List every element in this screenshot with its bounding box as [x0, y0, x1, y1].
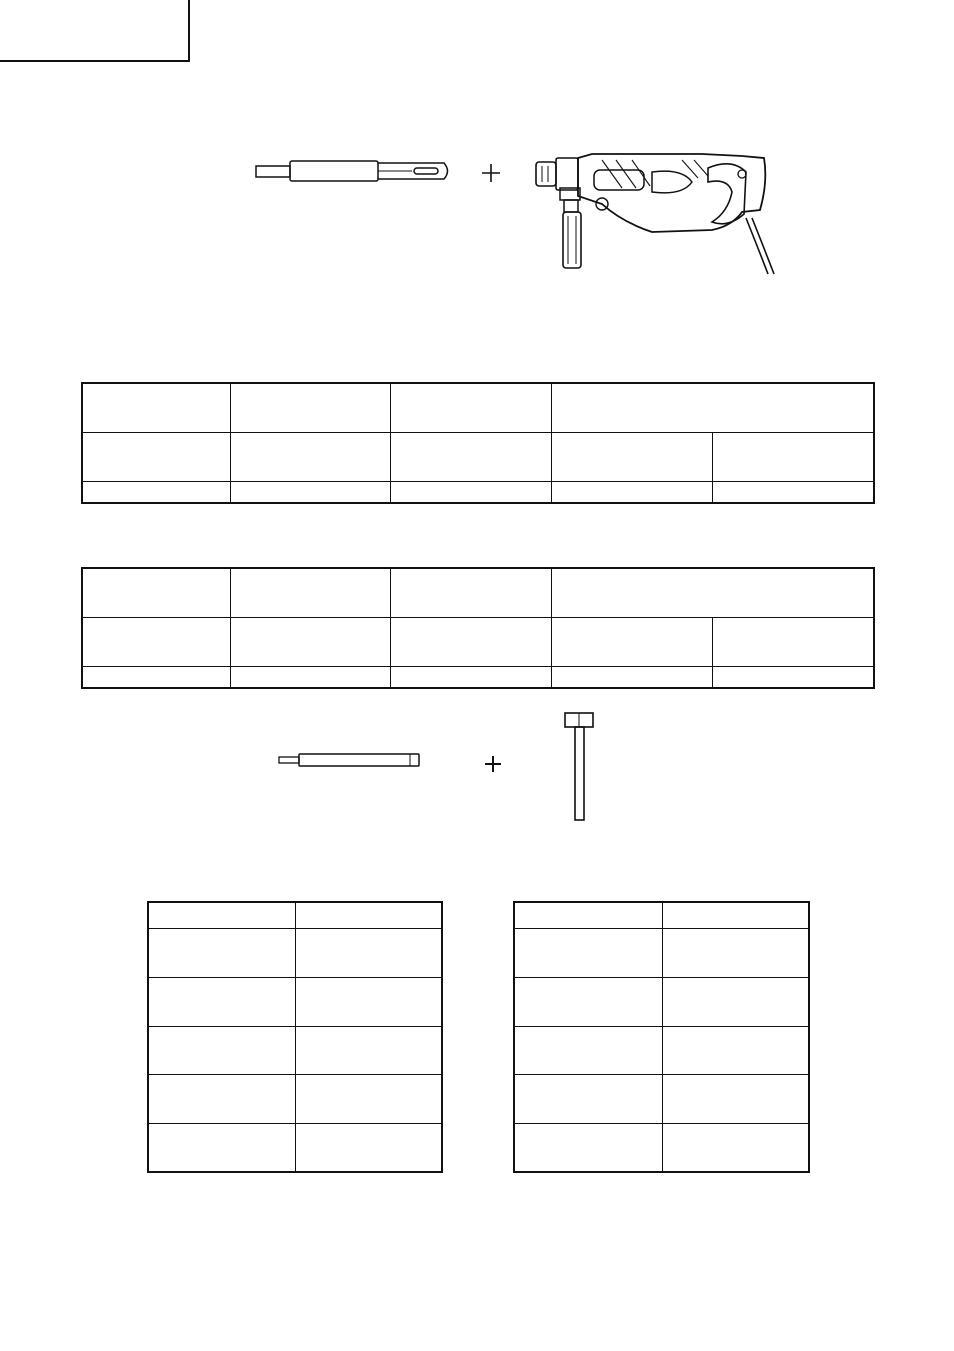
page-corner-tab — [0, 0, 190, 62]
grid-table-left — [147, 901, 443, 1173]
table-cell — [390, 666, 551, 688]
table-cell — [295, 1026, 442, 1074]
table-cell — [230, 481, 390, 503]
table-cell — [712, 617, 874, 666]
table-cell — [82, 568, 230, 617]
table-cell — [514, 928, 662, 977]
table-cell — [514, 1026, 662, 1074]
table-cell — [295, 977, 442, 1026]
table-cell — [662, 1074, 809, 1123]
table-cell — [662, 1123, 809, 1172]
table-cell — [514, 977, 662, 1026]
table-cell — [295, 1123, 442, 1172]
table-cell — [82, 666, 230, 688]
table-cell — [230, 568, 390, 617]
table-cell — [148, 1026, 295, 1074]
table-cell — [514, 902, 662, 928]
table-cell — [390, 481, 551, 503]
table-cell — [551, 432, 712, 481]
table-cell — [390, 568, 551, 617]
drill-bit-with-adapter-icon — [254, 158, 454, 186]
table-cell — [551, 568, 874, 617]
table-cell — [712, 481, 874, 503]
table-cell — [514, 1123, 662, 1172]
grid-table-right — [513, 901, 810, 1173]
spec-table-2 — [81, 567, 875, 689]
table-cell — [82, 432, 230, 481]
table-cell — [295, 928, 442, 977]
table-cell — [295, 902, 442, 928]
table-cell — [390, 383, 551, 432]
table-cell — [712, 432, 874, 481]
table-cell — [390, 432, 551, 481]
hammer-icon — [562, 710, 596, 824]
table-cell — [551, 666, 712, 688]
table-cell — [551, 617, 712, 666]
table-cell — [551, 481, 712, 503]
spec-table-1 — [81, 382, 875, 504]
table-cell — [712, 666, 874, 688]
table-cell — [148, 902, 295, 928]
table-cell — [551, 383, 874, 432]
plus-icon — [484, 755, 502, 773]
table-cell — [662, 928, 809, 977]
table-cell — [82, 481, 230, 503]
core-pin-icon — [278, 752, 422, 768]
table-cell — [148, 1074, 295, 1123]
table-cell — [82, 617, 230, 666]
table-cell — [230, 617, 390, 666]
table-cell — [514, 1074, 662, 1123]
plus-icon — [481, 164, 501, 182]
table-cell — [148, 928, 295, 977]
table-cell — [662, 1026, 809, 1074]
table-cell — [82, 383, 230, 432]
table-cell — [390, 617, 551, 666]
table-cell — [230, 432, 390, 481]
table-cell — [662, 977, 809, 1026]
table-cell — [230, 383, 390, 432]
table-cell — [230, 666, 390, 688]
rotary-hammer-drill-icon — [532, 152, 778, 280]
table-cell — [662, 902, 809, 928]
table-cell — [148, 977, 295, 1026]
table-cell — [148, 1123, 295, 1172]
table-cell — [295, 1074, 442, 1123]
